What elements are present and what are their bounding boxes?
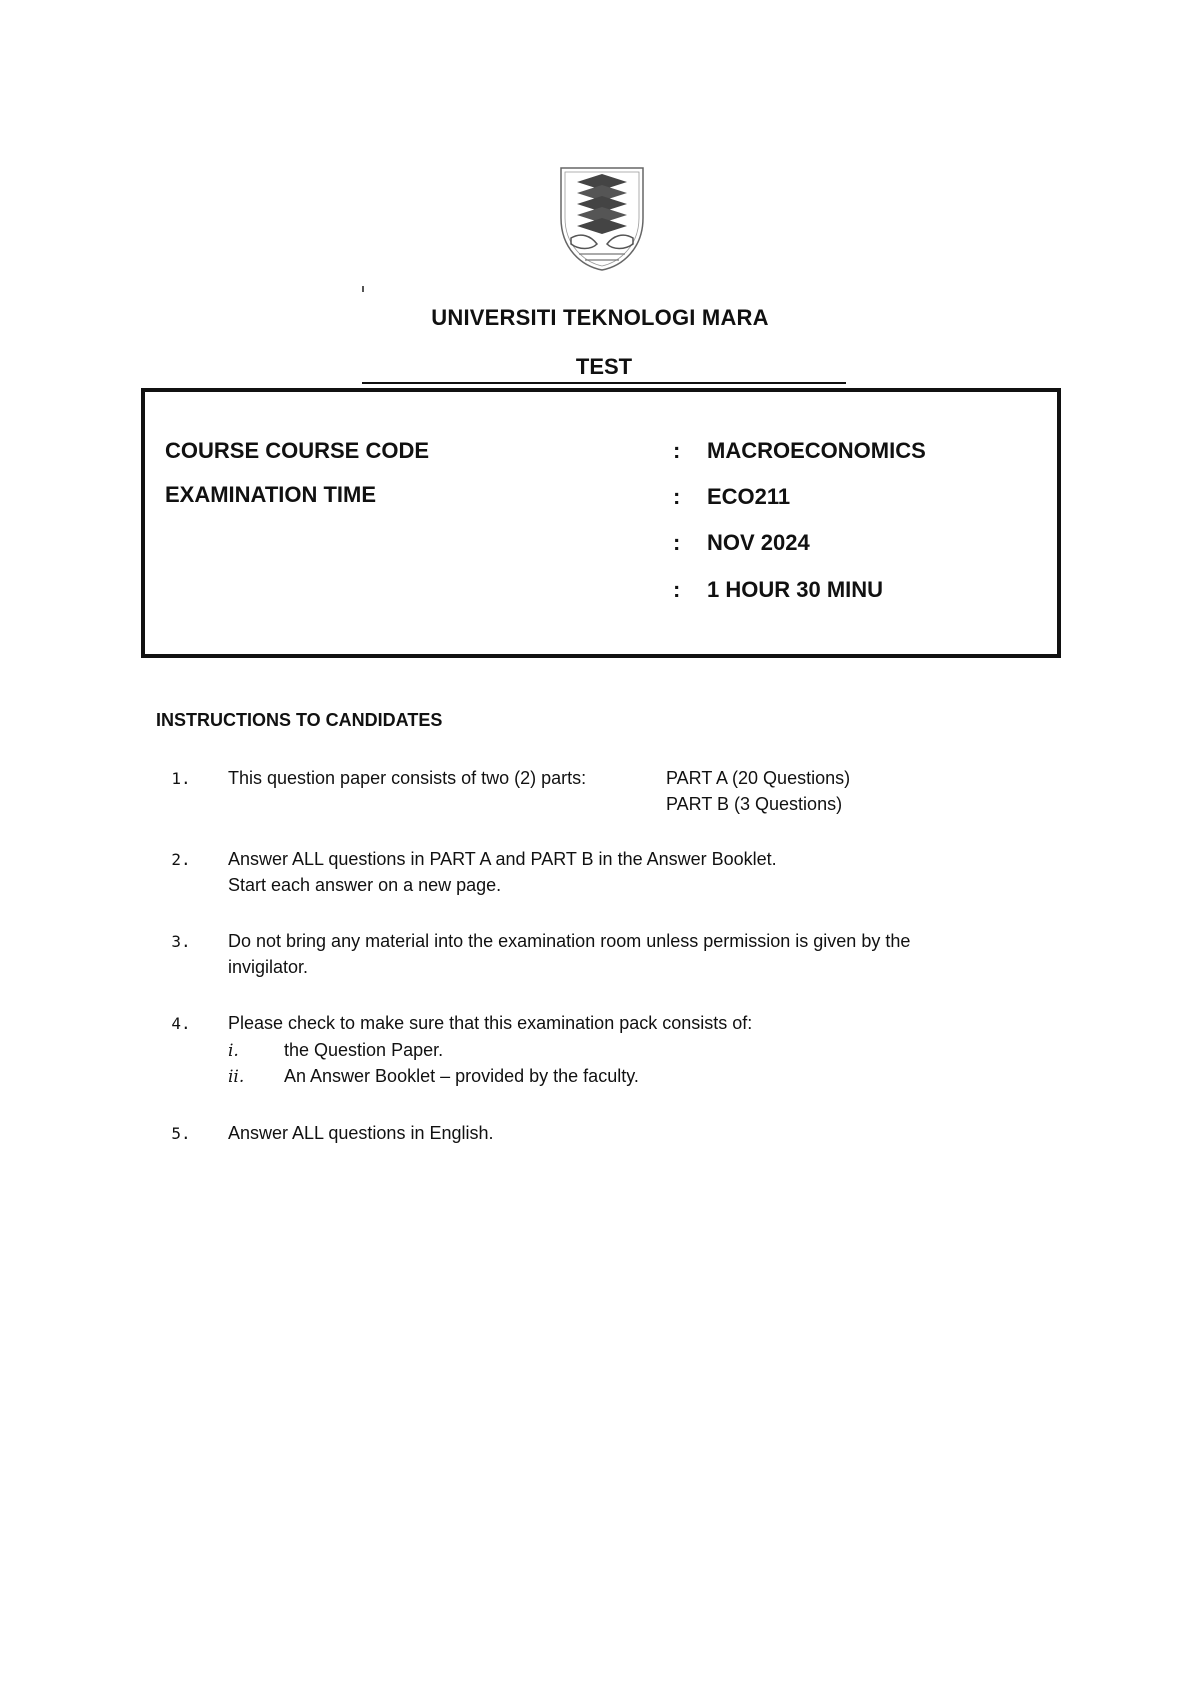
colon: :	[673, 484, 681, 509]
colon: :	[673, 530, 681, 555]
instruction-item	[156, 1010, 1056, 1096]
course-code-label: COURSE COURSE CODE	[165, 438, 430, 463]
instruction-item	[156, 928, 1056, 988]
exam-date-value: NOV 2024	[707, 530, 810, 555]
sub-item	[228, 1063, 639, 1090]
colon: :	[673, 577, 681, 602]
stray-mark	[362, 286, 364, 292]
item-number: 1.	[171, 769, 191, 788]
instructions-heading: INSTRUCTIONS TO CANDIDATES	[156, 710, 443, 730]
item-number: 5.	[171, 1124, 191, 1143]
exam-duration-value: 1 HOUR 30 MINU	[707, 577, 884, 602]
instruction-item	[156, 765, 1056, 825]
item-text: Please check to make sure that this examination pack consists of:	[228, 1013, 753, 1033]
course-name-value: MACROECONOMICS	[707, 438, 926, 463]
instruction-item	[156, 846, 1056, 906]
instruction-item	[156, 1120, 1056, 1150]
course-info-box	[141, 388, 1061, 658]
item-number: 4.	[171, 1014, 191, 1033]
course-code-value: ECO211	[707, 484, 791, 509]
colon: :	[673, 438, 681, 463]
item-text: Do not bring any material into the examination room unless permission is given by the	[228, 931, 911, 951]
item-text-line-2: Start each answer on a new page.	[228, 875, 502, 895]
sub-item-text: An Answer Booklet – provided by the faculty.	[284, 1066, 639, 1086]
sub-item-text: the Question Paper.	[284, 1040, 444, 1060]
sub-item	[228, 1037, 443, 1064]
exam-type-title: TEST	[362, 354, 846, 384]
item-number: 3.	[171, 932, 191, 951]
item-text: This question paper consists of two (2) parts:	[228, 768, 587, 788]
university-name: UNIVERSITI TEKNOLOGI MARA	[431, 305, 769, 330]
item-text: Answer ALL questions in English.	[228, 1123, 494, 1143]
sub-item-numeral: ii.	[228, 1067, 245, 1087]
part-b-text: PART B (3 Questions)	[666, 794, 843, 814]
item-number: 2.	[171, 850, 191, 869]
item-text-line-2: invigilator.	[228, 957, 309, 977]
sub-item-numeral: i.	[228, 1041, 239, 1061]
uitm-crest-icon	[557, 166, 647, 272]
part-a-text: PART A (20 Questions)	[666, 768, 851, 788]
examination-time-label: EXAMINATION TIME	[165, 482, 377, 507]
item-text: Answer ALL questions in PART A and PART B in the Answer Booklet.	[228, 849, 777, 869]
